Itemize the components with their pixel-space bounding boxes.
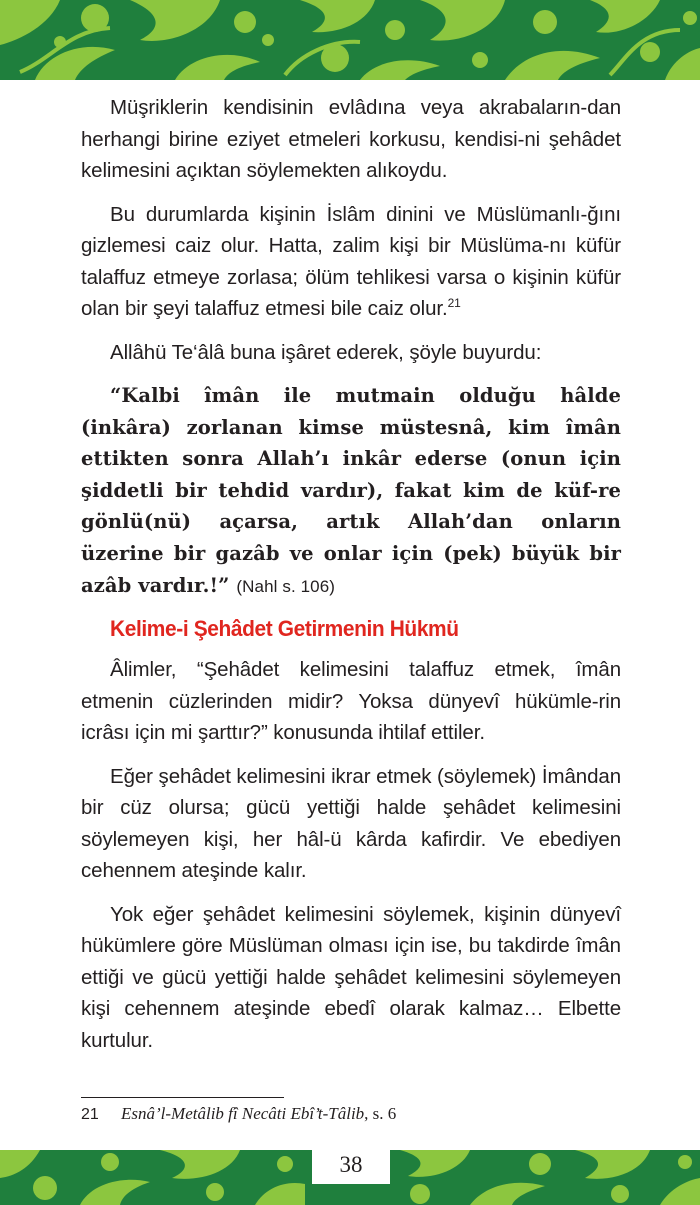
paragraph-5: Eğer şehâdet kelimesini ikrar etmek (söylemek) İmândan bir cüz olursa; gücü yettiği halde şehâdet kelimesini söylemeyen kişi, her hâl-ü kârda kafirdir. Ve ebediyen cehennem ateşinde kalır. [81,764,621,883]
footnote-page: , s. 6 [364,1104,397,1123]
quote-reference: (Nahl s. 106) [236,576,336,596]
top-decorative-band [0,0,700,80]
paragraph-2-text: Bu durumlarda kişinin İslâm dinini ve Müslümanlı-ğını gizlemesi caiz olur. Hatta, zalim kişi bir Müslüma-nı küfür talaffuz etmeye zorlasa; ölüm tehlikesi varsa o kişinin küfür olan bir şeyi talaffuz etmesi bile caiz olur. [81,202,621,320]
quran-quote [81,380,621,602]
page-number: 38 [312,1146,390,1184]
page-body [81,92,621,1068]
footnote-title: Esnâ’l-Metâlib fî Necâti Ebî’t-Tâlib [121,1104,365,1123]
paragraph-6: Yok eğer şehâdet kelimesini söylemek, kişinin dünyevî hükümlere göre Müslüman olması için ise, bu takdirde îmân ettiği ve gücü yettiği halde şehâdet kelimesini söylemeyen kişi cehennem ateşinde ebedî olarak kalmaz… Elbette kurtulur. [81,902,621,1052]
footnote-ref-21[interactable]: 21 [447,296,461,310]
section-heading: Kelime-i Şehâdet Getirmenin Hükmü [110,616,459,642]
footnote-number: 21 [81,1106,99,1123]
quote-text: “Kalbi îmân ile mutmain olduğu hâlde (inkâra) zorlanan kimse müstesnâ, kim îmân ettikten sonra Allah’ı inkâr ederse (onun için şiddetli bir tehdid vardır), fakat kim de küf-re gönlü(nü) açarsa, artık Allah’dan onların üzerine bir gazâb ve onlar için (pek) büyük bir azâb vardır.!” [81,384,621,597]
paragraph-2 [81,199,621,325]
footnote-divider [81,1097,284,1098]
paragraph-3: Allâhü Te‘âlâ buna işâret ederek, şöyle buyurdu: [110,340,542,364]
paragraph-1: Müşriklerin kendisinin evlâdına veya akrabaların-dan herhangi birine eziyet etmeleri korkusu, kendisi-ni şehâdet kelimesini açıktan söylemekten alıkoydu. [81,96,621,182]
arabesque-pattern-top [0,0,700,80]
paragraph-4: Âlimler, “Şehâdet kelimesini talaffuz etmek, îmân etmenin cüzlerinden midir? Yoksa dünyevî hükümle-rin icrâsı için mi şarttır?” konusunda ihtilaf ettiler. [81,658,621,745]
footnote [81,1103,621,1126]
